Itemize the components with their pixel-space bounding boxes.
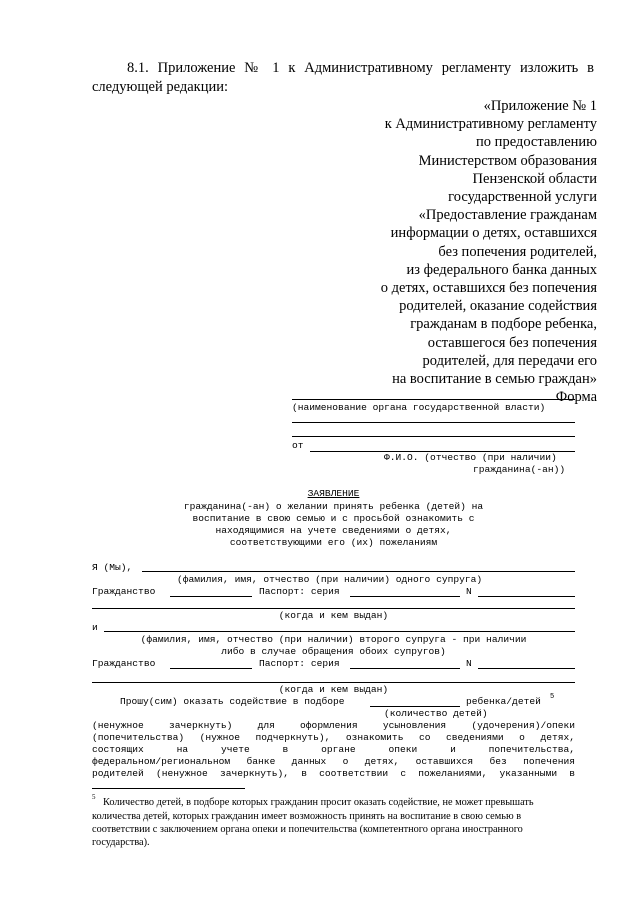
request-count-caption: (количество детей)	[384, 708, 488, 719]
footnote-mark: 5	[92, 793, 96, 801]
fio-caption: Ф.И.О. (отчество (при наличии)	[384, 452, 557, 463]
statement-subtitle-1: гражданина(-ан) о желании принять ребенка (детей) на	[183, 501, 484, 512]
request-child-label: ребенка/детей	[466, 696, 541, 707]
appendix-line: «Предоставление гражданам	[418, 207, 597, 224]
request-line-4: федеральном/региональном банке данных о детях, оставшихся без попечения	[92, 756, 575, 767]
spouse1-name-line	[142, 571, 575, 572]
appendix-line: родителей, оказание содействия	[399, 298, 597, 315]
spouse1-number-line	[478, 596, 575, 597]
appendix-line: информации о детях, оставшихся	[390, 225, 597, 242]
appendix-line: без попечения родителей,	[438, 243, 597, 260]
spouse1-issued-line	[92, 608, 575, 609]
spouse2-caption-1: (фамилия, имя, отчество (при наличии) второго супруга - при наличии	[140, 634, 527, 645]
appendix-line: оставшегося без попечения	[427, 334, 597, 351]
spouse2-citizenship-label: Гражданство	[92, 658, 156, 669]
spouse2-series-line	[350, 668, 460, 669]
spouse2-passport-label: Паспорт: серия	[259, 658, 340, 669]
organ-caption: (наименование органа государственной власти)	[292, 402, 546, 413]
appendix-line: из федерального банка данных	[406, 261, 597, 278]
appendix-line: Министерством образования	[418, 152, 597, 169]
appendix-line: родителей, для передачи его	[422, 352, 597, 369]
spouse2-issued-caption: (когда и кем выдан)	[278, 684, 389, 695]
request-line-5: родителей (ненужное зачеркнуть), в соответствии с пожеланиями, указанными в	[92, 768, 575, 779]
footnote-line-2: количества детей, которых гражданин имеет возможность принять на воспитание в свою семью в	[92, 811, 522, 822]
request-line-2: (попечительства) (нужное подчеркнуть), ознакомить со сведениями о детях,	[92, 732, 575, 743]
intro-line-1: 8.1. Приложение № 1 к Административному регламенту изложить в	[127, 60, 594, 76]
request-line-1: (ненужное зачеркнуть) для оформления усыновления (удочерения)/опеки	[92, 720, 575, 731]
intro-line-2: следующей редакции:	[92, 79, 229, 95]
appendix-line: к Административному регламенту	[384, 116, 597, 133]
appendix-line: на воспитание в семью граждан»	[392, 371, 597, 387]
from-label: от	[292, 440, 304, 451]
statement-subtitle-2: воспитание в свою семью и с просьбой ознакомить с	[192, 513, 475, 524]
spouse2-name-line	[104, 631, 575, 632]
appendix-line: Пензенской области	[472, 170, 597, 187]
footnote-separator	[92, 788, 245, 789]
appendix-line: Форма	[555, 389, 597, 406]
appendix-line: о детях, оставшихся без попечения	[380, 280, 597, 296]
footnote-line-1: Количество детей, в подборе которых гражданин просит оказать содействие, не может превышать	[103, 797, 534, 808]
appendix-line: гражданам в подборе ребенка,	[410, 316, 597, 333]
spouse2-citizenship-line	[170, 668, 252, 669]
spouse1-citizenship-line	[170, 596, 252, 597]
appendix-line: по предоставлению	[476, 134, 597, 151]
spouse2-label: и	[92, 622, 98, 633]
organ-line-2	[292, 422, 575, 423]
spouse1-passport-label: Паспорт: серия	[259, 586, 340, 597]
organ-line	[292, 399, 575, 400]
request-line-3: состоящих на учете в органе опеки и попечительства,	[92, 744, 575, 755]
statement-subtitle-4: соответствующими его (их) пожеланиям	[229, 537, 438, 548]
footnote-line-4: государства).	[92, 837, 150, 848]
spouse1-number-label: N	[466, 586, 472, 597]
appendix-line: государственной услуги	[448, 189, 597, 205]
appendix-line: «Приложение № 1	[483, 98, 597, 114]
statement-title: ЗАЯВЛЕНИЕ	[307, 488, 360, 499]
spouse2-number-label: N	[466, 658, 472, 669]
spouse1-series-line	[350, 596, 460, 597]
statement-subtitle-3: находящимися на учете сведениями о детях,	[215, 525, 452, 536]
spouse1-issued-caption: (когда и кем выдан)	[278, 610, 389, 621]
footnote-line-3: соответствии с заключением органа опеки и попечительства (компетентного органа иностранного	[92, 824, 523, 835]
request-lead: Прошу(сим) оказать содействие в подборе	[120, 696, 345, 707]
spouse2-number-line	[478, 668, 575, 669]
spouse2-caption-2: либо в случае обращения обоих супругов)	[221, 646, 446, 657]
request-count-line	[370, 706, 460, 707]
spouse2-issued-line	[92, 682, 575, 683]
fio-caption-2: гражданина(-ан))	[473, 464, 566, 475]
spouse1-citizenship-label: Гражданство	[92, 586, 156, 597]
spouse1-caption: (фамилия, имя, отчество (при наличии) одного супруга)	[177, 574, 483, 585]
spouse1-label: Я (Мы),	[92, 562, 133, 573]
request-footnote-mark: 5	[550, 693, 555, 701]
organ-line-3	[292, 436, 575, 437]
